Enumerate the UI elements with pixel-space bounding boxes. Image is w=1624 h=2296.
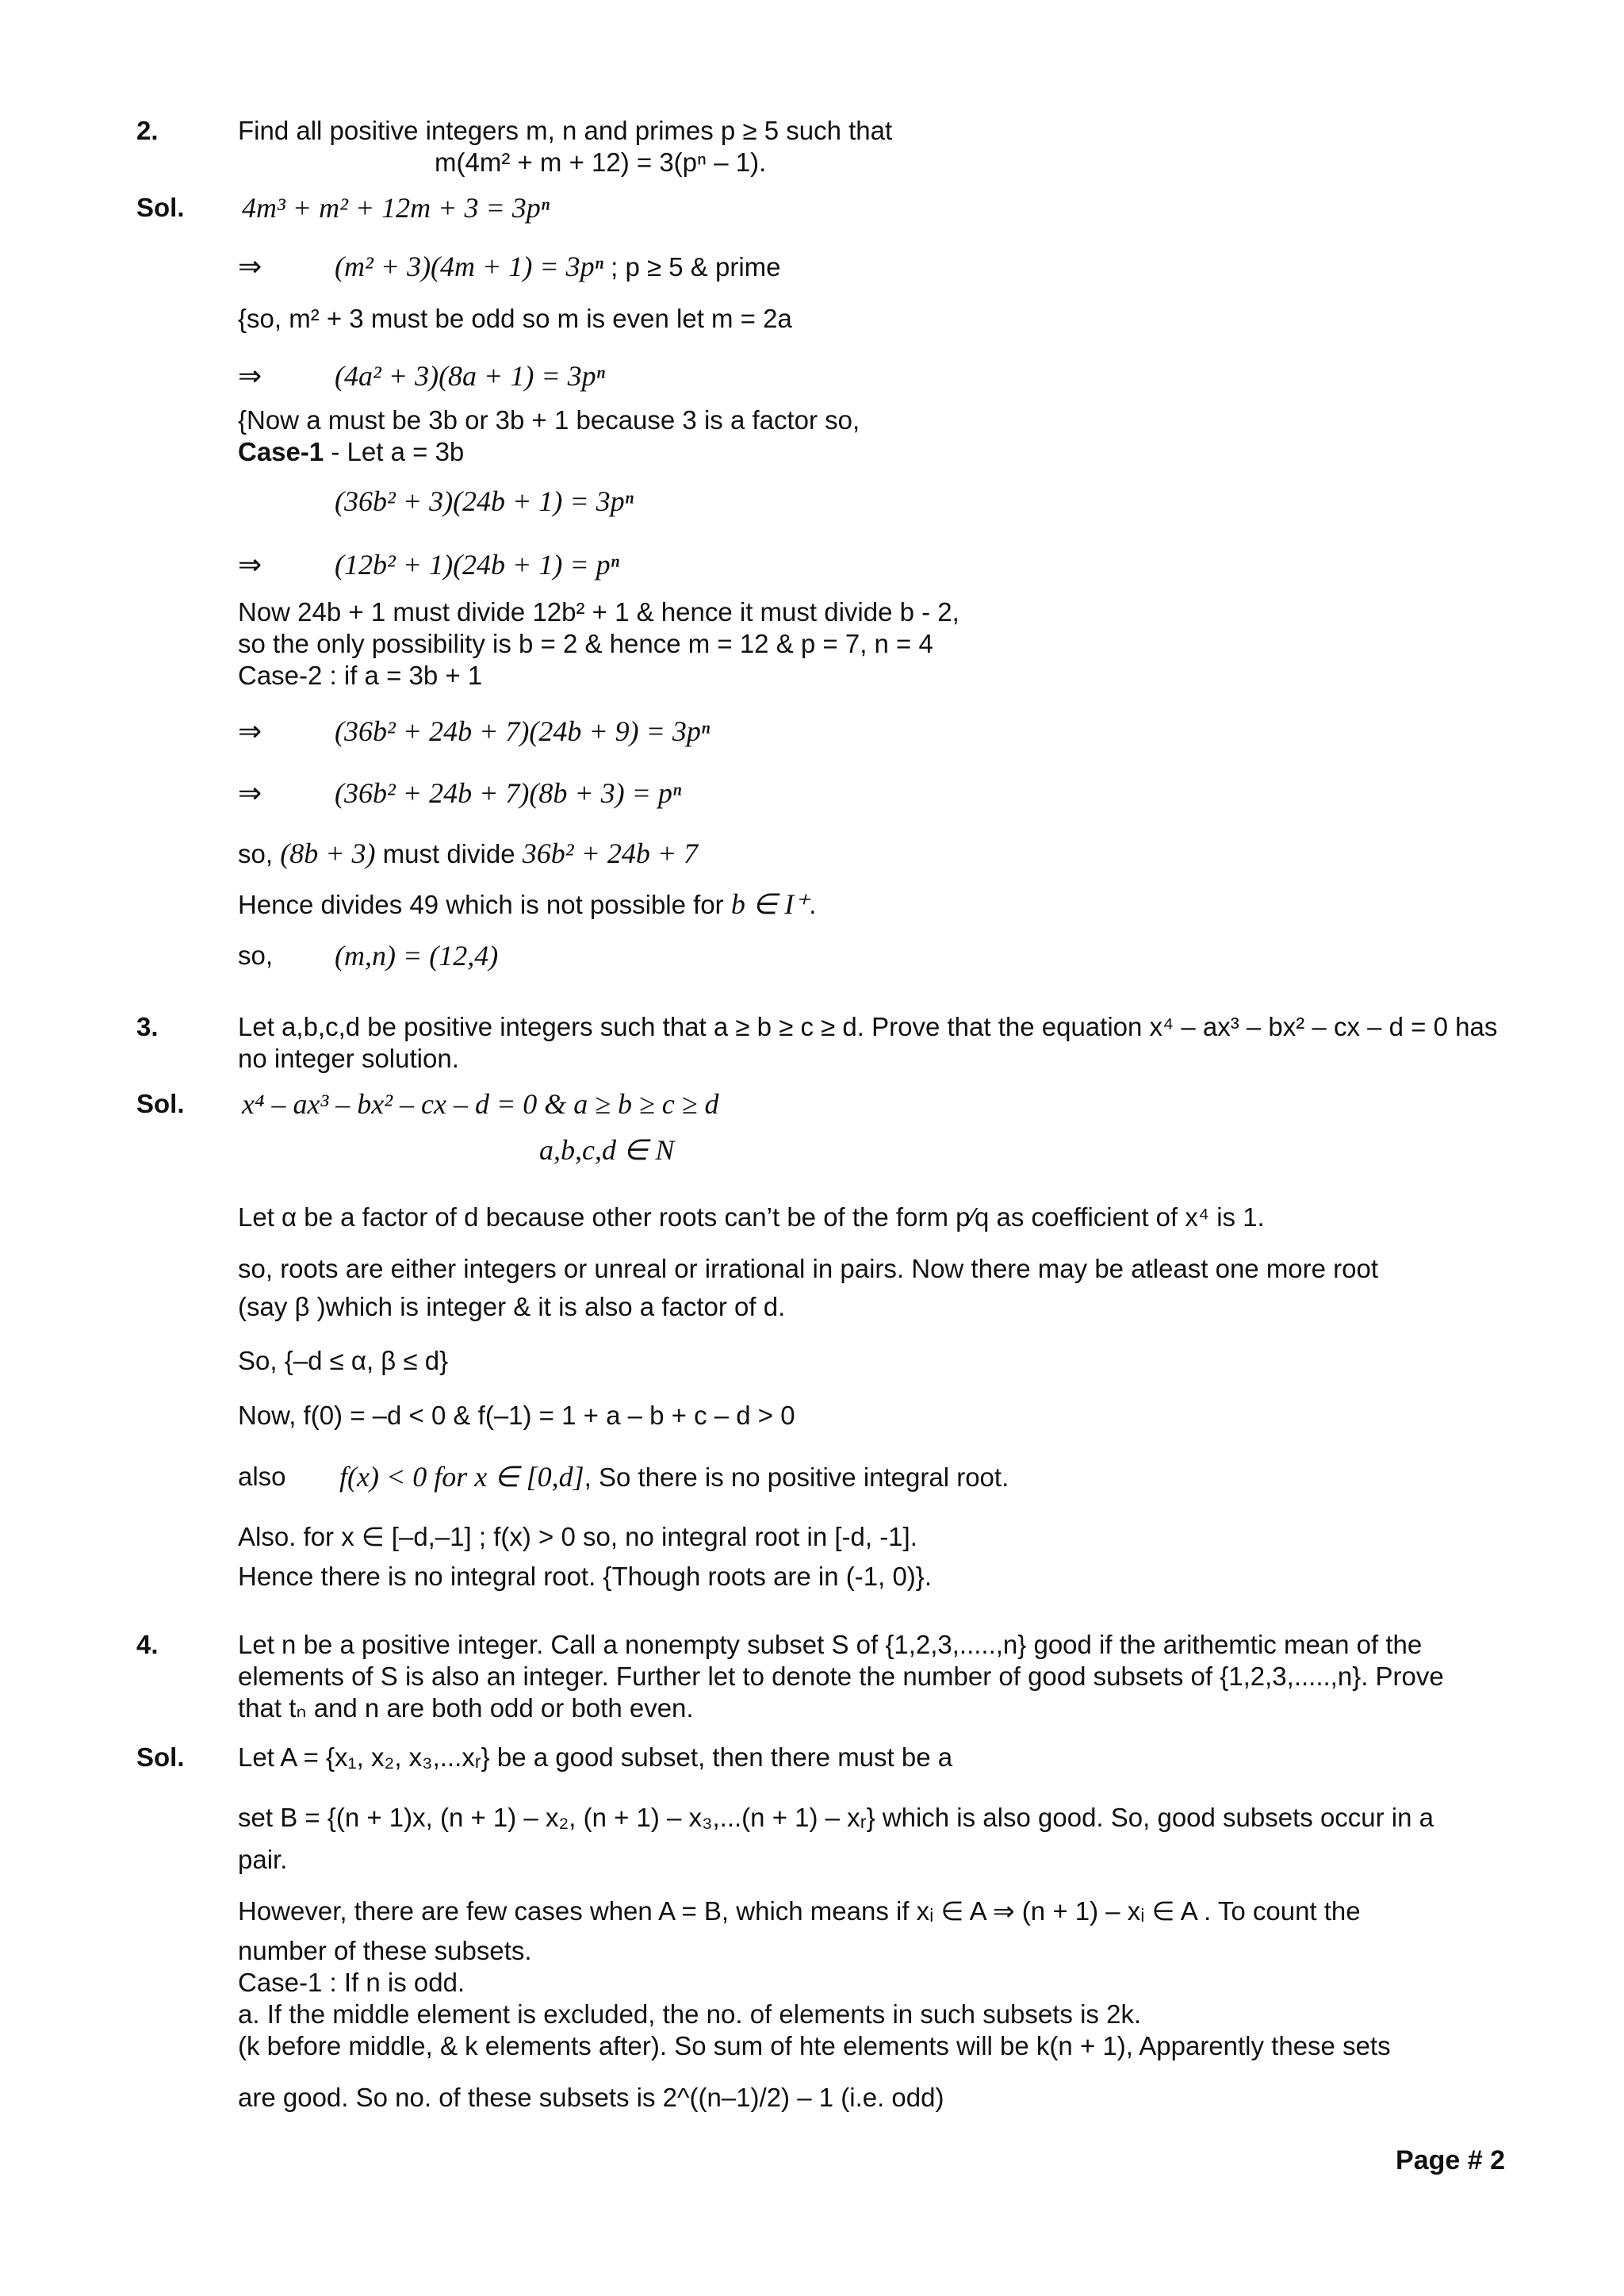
question-text: Find all positive integers m, n and primes p ≥ 5 such that [238,116,893,145]
equation: 4m³ + m² + 12m + 3 = 3pⁿ [242,192,550,224]
implies-symbol: ⇒ [238,360,262,392]
question-text: that tₙ and n are both odd or both even. [238,1693,694,1723]
equation-note: ; p ≥ 5 & prime [603,252,781,282]
equation: (36b² + 3)(24b + 1) = 3pⁿ [335,485,634,517]
question-equation: m(4m² + m + 12) = 3(pⁿ – 1). [435,148,767,177]
question-text: elements of S is also an integer. Further let to denote the number of good subsets of {1,2,3,.....,n}. Prove [238,1662,1444,1691]
equation: (36b² + 24b + 7)(8b + 3) = pⁿ [335,777,682,809]
text: . [809,890,817,919]
solution-text: (k before middle, & k elements after). So sum of hte elements will be k(n + 1), Apparently these sets [238,2031,1391,2060]
solution-text: so, [238,941,274,970]
expression: (8b + 3) [280,838,376,869]
question-number: 2. [136,116,159,145]
solution-text: (say β )which is integer & it is also a factor of d. [238,1292,786,1321]
question-text: Let a,b,c,d be positive integers such that a ≥ b ≥ c ≥ d. Prove that the equation x⁴ – ax³ – bx² – cx – d = 0 has [238,1012,1498,1041]
implies-symbol: ⇒ [238,715,262,747]
solution-text: Hence there is no integral root. {Though roots are in (-1, 0)}. [238,1562,932,1591]
text: must divide [375,839,523,868]
implies-symbol: ⇒ [238,251,262,282]
solution-text: So, {–d ≤ α, β ≤ d} [238,1346,449,1375]
implies-symbol: ⇒ [238,777,262,809]
solution-text: number of these subsets. [238,1936,532,1965]
solution-text: Let A = {x₁, x₂, x₃,...xᵣ} be a good subset, then there must be a [238,1742,953,1772]
case-line [238,436,464,468]
text: so, [238,839,281,868]
solution-text: Case-1 : If n is odd. [238,1968,465,1997]
question-text: Let n be a positive integer. Call a nonempty subset S of {1,2,3,.....,n} good if the arithemtic mean of the [238,1630,1423,1659]
solution-text: Now 24b + 1 must divide 12b² + 1 & hence it must divide b - 2, [238,597,959,627]
solution-label: Sol. [136,1742,185,1772]
implies-symbol: ⇒ [238,549,262,581]
solution-text: {Now a must be 3b or 3b + 1 because 3 is a factor so, [238,405,860,435]
solution-text: {so, m² + 3 must be odd so m is even let m = 2a [238,304,792,333]
equation: a,b,c,d ∈ N [539,1134,675,1166]
equation: x⁴ – ax³ – bx² – cx – d = 0 & a ≥ b ≥ c ≥ d [242,1088,719,1120]
question-text: no integer solution. [238,1044,459,1073]
solution-text: pair. [238,1845,288,1874]
equation: (4a² + 3)(8a + 1) = 3pⁿ [335,360,605,392]
expression: f(x) < 0 for x ∈ [0,d] [339,1461,584,1493]
equation: (36b² + 24b + 7)(24b + 9) = 3pⁿ [335,715,710,747]
solution-text: set B = {(n + 1)x, (n + 1) – x₂, (n + 1) – x₃,...(n + 1) – xᵣ} which is also good. So, good subsets occur in a [238,1803,1434,1832]
solution-text: a. If the middle element is excluded, the no. of elements in such subsets is 2k. [238,1999,1142,2029]
solution-text: so, roots are either integers or unreal or irrational in pairs. Now there may be atleast one more root [238,1254,1379,1283]
solution-text: are good. So no. of these subsets is 2^((n–1)/2) – 1 (i.e. odd) [238,2083,944,2112]
equation: (m² + 3)(4m + 1) = 3pⁿ [335,251,603,282]
solution-text [238,888,816,921]
expression: 36b² + 24b + 7 [522,838,699,869]
solution-text: However, there are few cases when A = B, which means if xᵢ ∈ A ⇒ (n + 1) – xᵢ ∈ A . To count the [238,1896,1361,1926]
solution-text [238,838,698,870]
expression: b ∈ I⁺ [730,888,810,920]
question-number: 4. [136,1630,159,1659]
solution-label: Sol. [136,193,185,222]
case-text: - Let a = 3b [324,437,465,466]
equation: (12b² + 1)(24b + 1) = pⁿ [335,549,619,581]
page-number: Page # 2 [1396,2145,1505,2175]
solution-text: so the only possibility is b = 2 & hence m = 12 & p = 7, n = 4 [238,629,933,658]
solution-text: Now, f(0) = –d < 0 & f(–1) = 1 + a – b + c – d > 0 [238,1401,795,1430]
case-label: Case-1 [238,437,324,466]
final-answer: (m,n) = (12,4) [335,940,499,972]
text: , So there is no positive integral root. [584,1462,1009,1492]
question-number: 3. [136,1012,159,1041]
solution-text: also [238,1462,286,1491]
equation-line [335,251,781,283]
solution-text: Also. for x ∈ [–d,–1] ; f(x) > 0 so, no integral root in [-d, -1]. [238,1522,917,1551]
text: Hence divides 49 which is not possible for [238,890,731,919]
solution-text [339,1461,1009,1493]
solution-label: Sol. [136,1089,185,1118]
solution-text: Let α be a factor of d because other roots can’t be of the form p⁄q as coefficient of x⁴ is 1. [238,1202,1265,1232]
case-text: Case-2 : if a = 3b + 1 [238,661,483,690]
